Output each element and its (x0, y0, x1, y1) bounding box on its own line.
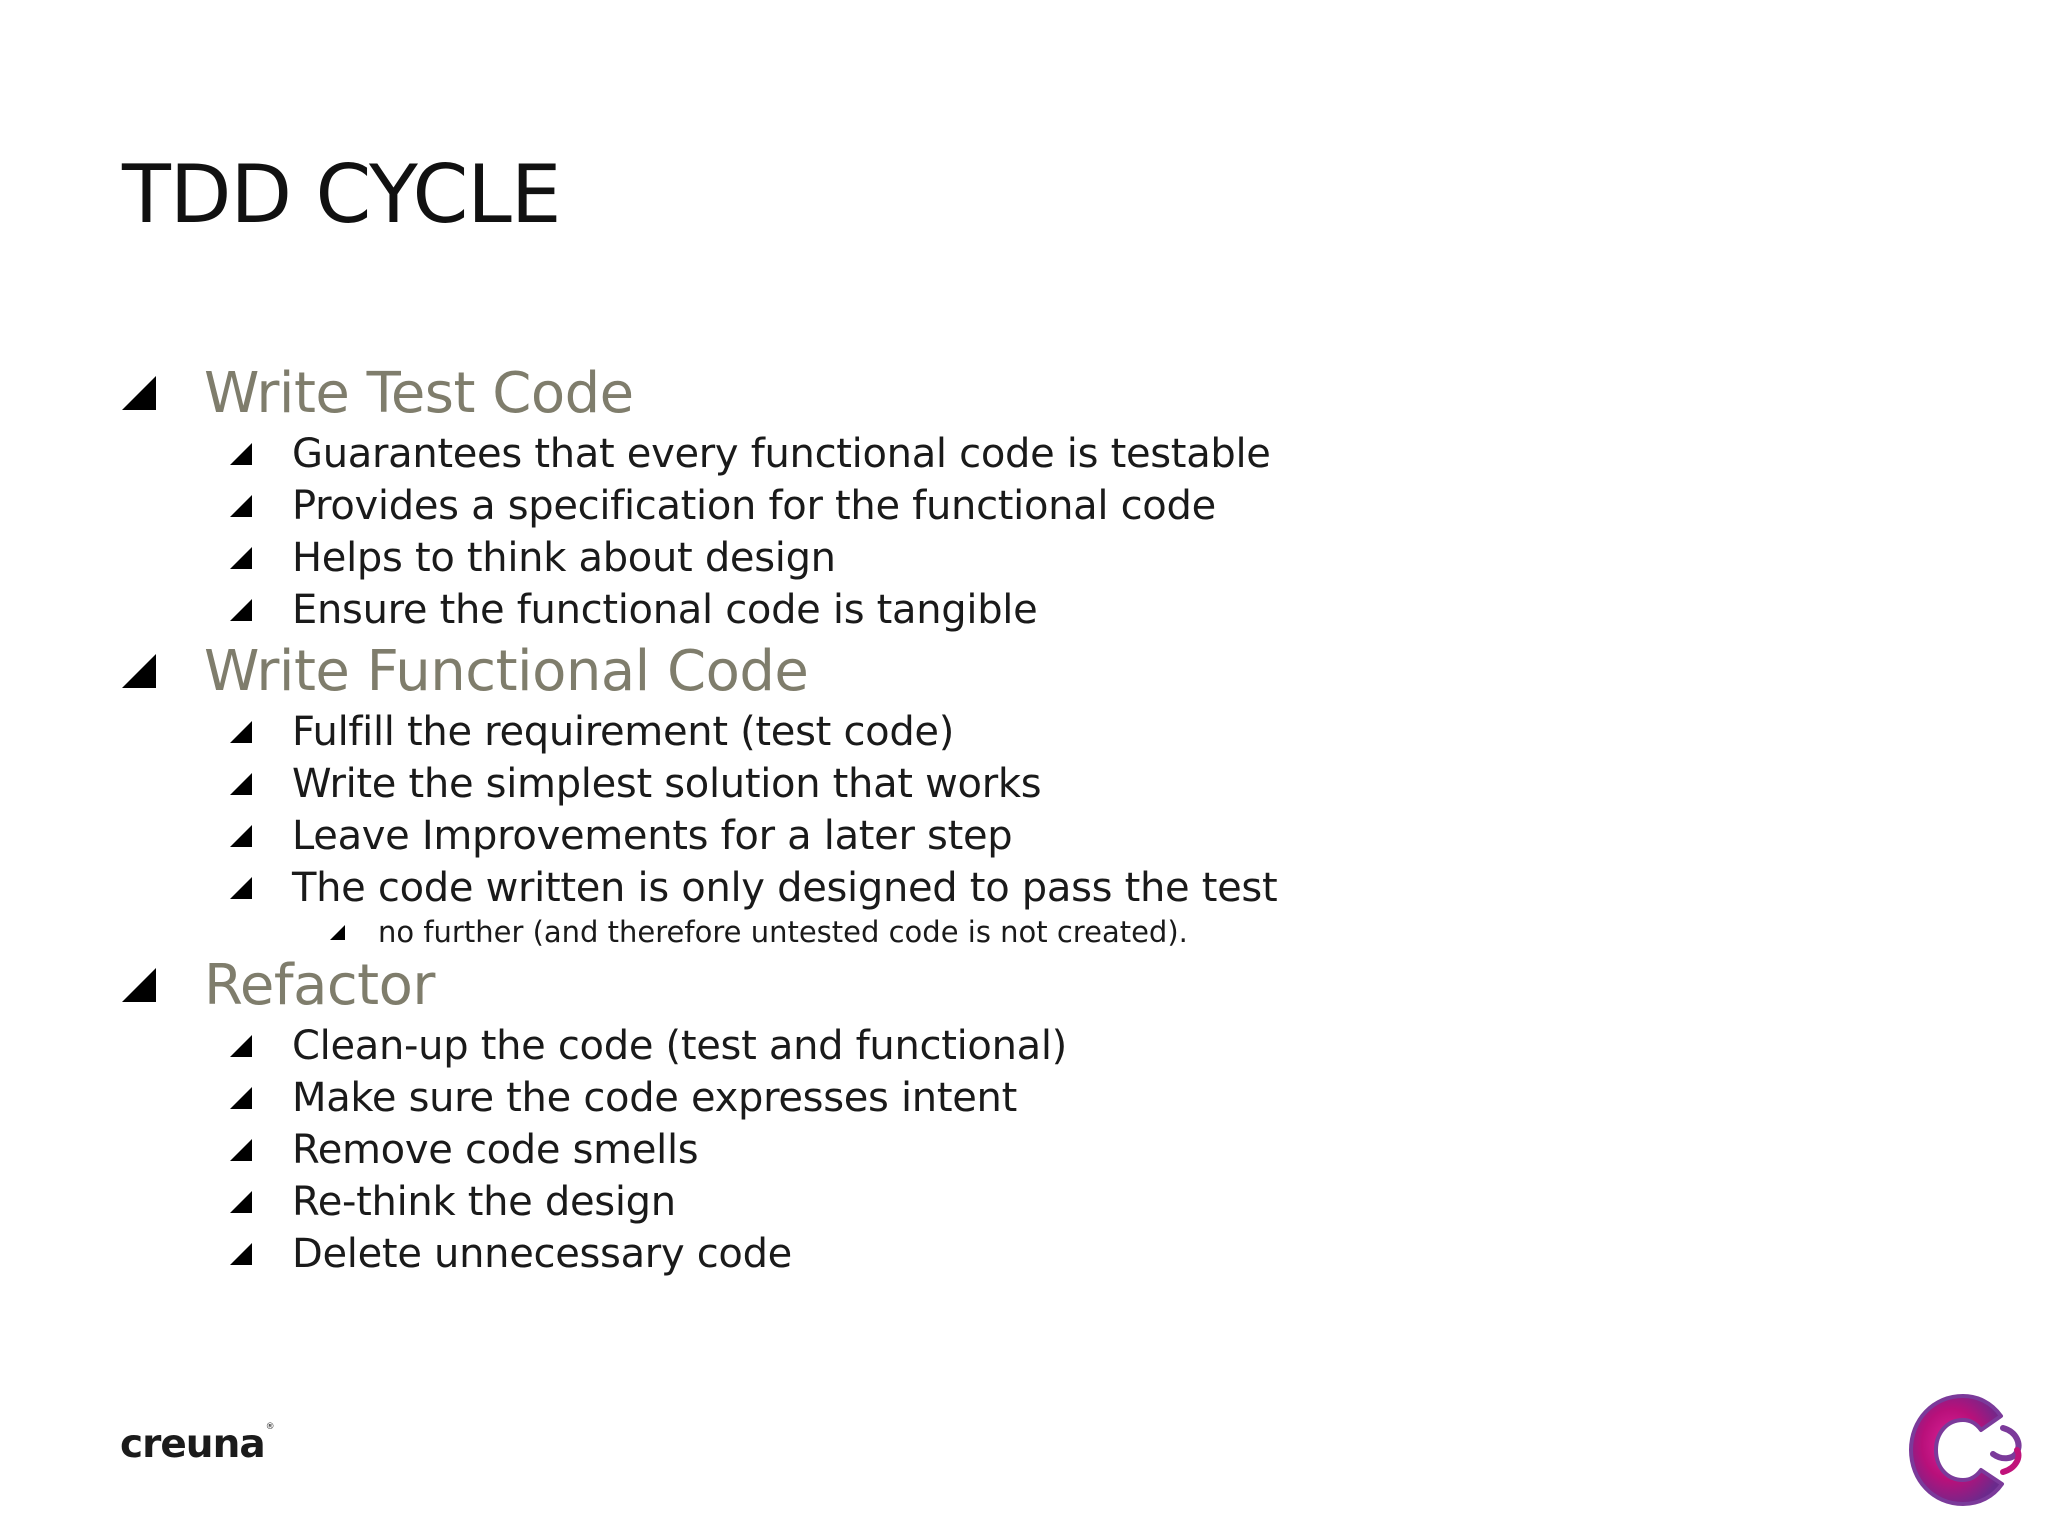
triangle-bullet-icon (230, 599, 292, 621)
list-item-text: The code written is only designed to pass the test (292, 865, 1278, 911)
list-item (122, 480, 1722, 532)
section-heading-text: Write Functional Code (204, 638, 809, 704)
list-item-text: Ensure the functional code is tangible (292, 587, 1038, 633)
triangle-bullet-icon (230, 1035, 292, 1057)
triangle-bullet-icon (122, 968, 204, 1002)
section-heading-refactor (122, 950, 1722, 1020)
section-heading-write-functional-code (122, 636, 1722, 706)
triangle-bullet-icon (122, 654, 204, 688)
list-item-text: Provides a specification for the functional code (292, 483, 1216, 529)
triangle-bullet-icon (230, 825, 292, 847)
list-item-text: Delete unnecessary code (292, 1231, 792, 1277)
list-item-text: Re-think the design (292, 1179, 676, 1225)
list-item (122, 862, 1722, 914)
triangle-bullet-icon (230, 1191, 292, 1213)
list-item-text: Clean-up the code (test and functional) (292, 1023, 1067, 1069)
list-item-text: Write the simplest solution that works (292, 761, 1042, 807)
slide-title: TDD CYCLE (122, 148, 561, 241)
list-item (122, 532, 1722, 584)
triangle-bullet-icon (230, 773, 292, 795)
triangle-bullet-icon (230, 1243, 292, 1265)
list-item (122, 706, 1722, 758)
list-item (122, 1072, 1722, 1124)
triangle-bullet-icon (230, 877, 292, 899)
triangle-bullet-icon (330, 925, 378, 940)
creuna-c-icon (1905, 1388, 2025, 1512)
triangle-bullet-icon (230, 443, 292, 465)
list-item (122, 1176, 1722, 1228)
triangle-bullet-icon (230, 547, 292, 569)
list-item (122, 584, 1722, 636)
list-item (122, 810, 1722, 862)
list-item (122, 1124, 1722, 1176)
registered-mark: ® (265, 1422, 274, 1432)
list-item-text: Helps to think about design (292, 535, 836, 581)
triangle-bullet-icon (230, 721, 292, 743)
list-item (122, 1020, 1722, 1072)
triangle-bullet-icon (122, 376, 204, 410)
section-heading-text: Refactor (204, 952, 435, 1018)
list-subitem-text: no further (and therefore untested code is not created). (378, 915, 1188, 949)
list-item (122, 758, 1722, 810)
section-heading-text: Write Test Code (204, 360, 634, 426)
creuna-logo (120, 1422, 274, 1467)
triangle-bullet-icon (230, 1139, 292, 1161)
logo-text: creuna (120, 1422, 265, 1467)
list-item-text: Make sure the code expresses intent (292, 1075, 1017, 1121)
list-item-text: Fulfill the requirement (test code) (292, 709, 955, 755)
list-item (122, 428, 1722, 480)
bullet-list (122, 358, 1722, 1280)
triangle-bullet-icon (230, 495, 292, 517)
list-subitem (122, 914, 1722, 950)
list-item (122, 1228, 1722, 1280)
list-item-text: Leave Improvements for a later step (292, 813, 1013, 859)
list-item-text: Guarantees that every functional code is testable (292, 431, 1271, 477)
section-heading-write-test-code (122, 358, 1722, 428)
list-item-text: Remove code smells (292, 1127, 699, 1173)
triangle-bullet-icon (230, 1087, 292, 1109)
